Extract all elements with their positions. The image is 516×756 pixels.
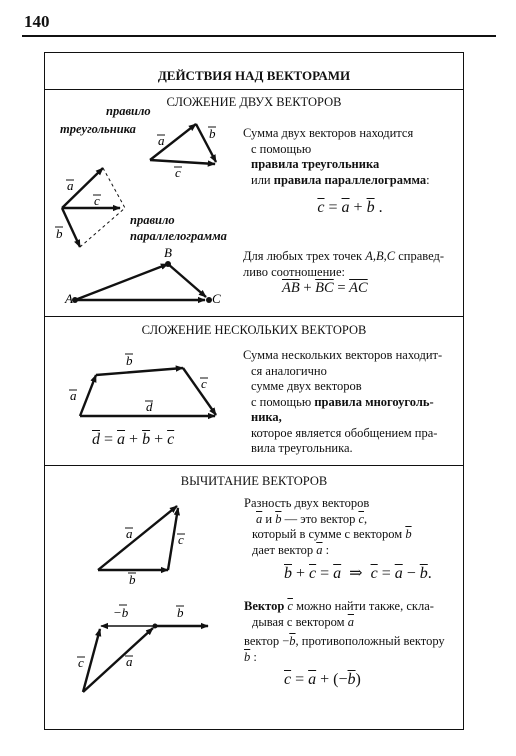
vector-label-minus-b: −b <box>113 605 129 620</box>
vector-label-b: b <box>56 226 63 241</box>
page-number: 140 <box>24 12 50 31</box>
vector-label-c: c <box>175 165 181 180</box>
vector-label-d: d <box>146 399 153 414</box>
vector-label-c: c <box>178 532 184 547</box>
parallelogram-rule-label: правило параллелограмма <box>130 213 227 243</box>
point-label-b: B <box>164 245 172 260</box>
vector-label-a: a <box>67 178 74 193</box>
vector-label-c: c <box>201 376 207 391</box>
vector-label-a: a <box>126 654 133 669</box>
triangle-rule-figure <box>150 124 216 180</box>
subtraction-description: Разность двух векторов $\overline{a}$ и $\overline{b}$ — это вектор $\overline{c}$, который в сумме с вектором $\overline{b}$ дает вектор $\overline{a}$ : <box>244 496 412 557</box>
point-label-a: A <box>65 291 73 306</box>
vector-label-c: c <box>78 655 84 670</box>
vector-label-a: a <box>158 133 165 148</box>
formula-sum: $\overline{c} = \overline{a} + \overline{b}$ . <box>317 199 383 216</box>
vector-label-b: b <box>209 126 216 141</box>
parallelogram-rule-figure <box>55 168 125 247</box>
section-heading-subtraction: ВЫЧИТАНИЕ ВЕКТОРОВ <box>180 474 328 488</box>
several-vectors-description: Сумма нескольких векторов находит- ся аналогично сумме двух векторов с помощью правила многоуголь- ника, которое является обобщением пра- вила треугольника. <box>243 348 443 455</box>
opposite-vector-description: Вектор $\overline{c}$ можно найти также, скла- дывая с вектором $\overline{a}$ вектор $-\overline{b}$, противоположный вектору $\overline{b}$ : <box>244 599 445 664</box>
formula-polygon: $\overline{d} = \overline{a} + \overline{b} + \overline{c}$ <box>92 431 175 448</box>
section-heading-two-vectors: СЛОЖЕНИЕ ДВУХ ВЕКТОРОВ <box>166 95 342 109</box>
subtraction-triangle-figure <box>98 506 185 587</box>
formula-opposite: $\overline{c} = \overline{a} + (-\overline{b})$ <box>284 671 361 688</box>
page-title: ДЕЙСТВИЯ НАД ВЕКТОРАМИ <box>157 68 351 83</box>
vector-label-b: b <box>126 353 133 368</box>
point-label-c: C <box>212 291 221 306</box>
opposite-vector-figure <box>77 605 208 692</box>
vector-label-b: b <box>129 572 136 587</box>
three-points-figure <box>64 245 221 306</box>
vector-label-b: b <box>177 605 184 620</box>
two-vectors-description: Сумма двух векторов находится с помощью правила треугольника или правила параллелограмма: <box>243 126 430 187</box>
formula-points: $\overline{AB} + \overline{BC} = \overline{AC}$ <box>282 280 368 296</box>
polygon-rule-figure <box>69 353 216 416</box>
section-heading-several-vectors: СЛОЖЕНИЕ НЕСКОЛЬКИХ ВЕКТОРОВ <box>141 323 367 337</box>
triangle-rule-label: правило <box>106 104 151 118</box>
vector-label-c: c <box>94 193 100 208</box>
vector-label-a: a <box>70 388 77 403</box>
three-points-description: Для любых трех точек A,B,C справед- ливо соотношение: <box>243 249 444 279</box>
triangle-rule-label: треугольника <box>60 122 136 136</box>
vector-label-a: a <box>126 526 133 541</box>
formula-difference: $\overline{b} + \overline{c} = \overline{a}$ ⇒ $\overline{c} = \overline{a} - \overline{b}$. <box>284 565 432 582</box>
